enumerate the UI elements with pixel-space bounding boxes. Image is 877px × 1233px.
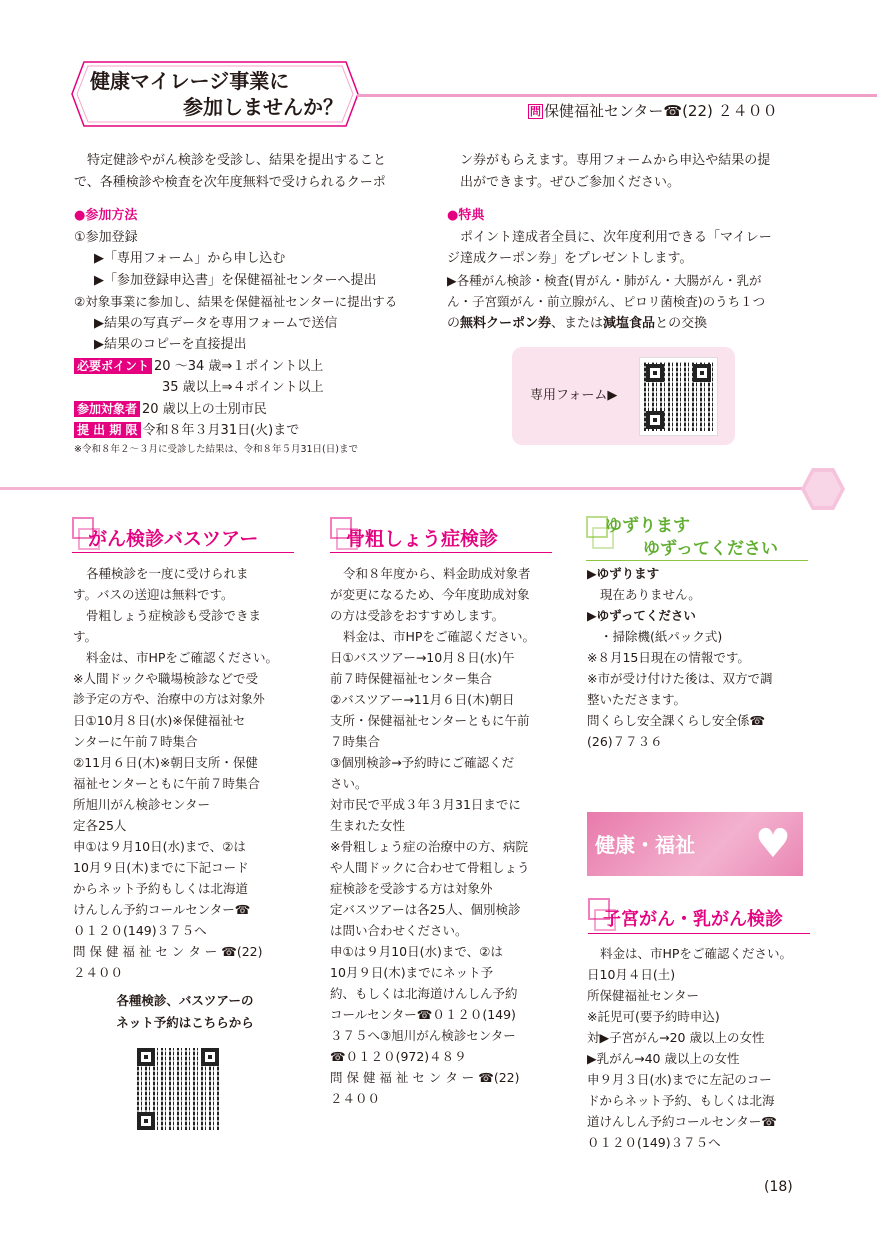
bone-line: 日①バスツアー→10月８日(水)午 — [330, 650, 515, 665]
bus-line: 骨粗しょう症検診も受診できま — [86, 608, 262, 623]
method-block — [74, 205, 434, 458]
method-line: ▶結果の写真データを専用フォームで送信 — [94, 315, 338, 331]
bus-line: 診予定の方や、治療中の方は対象外 — [73, 692, 265, 706]
benefit-line: の無料クーポン券、または減塩食品との交換 — [447, 315, 708, 331]
kenko-title-rule — [588, 933, 810, 934]
bone-line: ２４００ — [330, 1091, 381, 1106]
bus-line: ②11月６日(木)※朝日支所・保健 — [73, 755, 258, 770]
bone-line: さい。 — [330, 776, 368, 791]
kenko-line: 日10月４日(土) — [587, 967, 676, 982]
bone-line: 料金は、市HPをご確認ください。 — [343, 629, 535, 644]
kenko-line: ※託児可(要予約時申込) — [587, 1009, 720, 1024]
bone-line: 令和８年度から、料金助成対象者 — [343, 566, 531, 581]
bone-line: 対市民で平成３年３月31日までに — [330, 797, 521, 812]
kenko-line: 所保健福祉センター — [587, 988, 700, 1003]
bone-line: が変更になるため、今年度助成対象 — [330, 587, 530, 602]
bone-line: 生まれた女性 — [330, 818, 406, 833]
bone-line: の方は受診をおすすめします。 — [330, 608, 505, 623]
bus-line: す。 — [73, 629, 98, 644]
bone-line: 症検診を受診する方は対象外 — [330, 881, 493, 896]
bone-line: 問 保 健 福 祉 セ ン タ ー ☎(22) — [330, 1070, 520, 1085]
bone-line: ☎０１２０(972)４８９ — [330, 1049, 467, 1064]
heart-icon: ♥ — [755, 821, 791, 867]
method-line: ▶「専用フォーム」から申し込む — [94, 251, 286, 266]
bone-line: ③個別検診→予約時にご確認くだ — [330, 755, 515, 770]
deadline-note: ※令和８年２〜３月に受診した結果は、令和８年５月31日(日)まで — [74, 443, 358, 455]
points-1: 20 〜34 歳⇒１ポイント以上 — [154, 358, 324, 374]
yuzuri-line: (26)７７３６ — [587, 734, 663, 749]
benefit-heading: ●特典 — [447, 208, 485, 223]
bone-line: 定バスツアーは各25人、個別検診 — [330, 902, 521, 917]
target-row — [74, 399, 434, 421]
yuzuri-line: 整いたださます。 — [587, 692, 687, 707]
top-rule — [357, 94, 877, 97]
intro-right — [460, 150, 810, 194]
intro-line: で、各種検診や検査を次年度無料で受けられるクーポ — [74, 175, 386, 190]
kenko-banner-label: 健康・福祉 — [595, 833, 695, 857]
bus-qr-code[interactable] — [137, 1048, 219, 1130]
yuzuri-title-rule — [586, 560, 808, 561]
bus-line: 10月９日(木)までに下記コード — [73, 860, 249, 875]
method-line: ①参加登録 — [74, 229, 138, 245]
deadline-value: 令和８年３月31日(火)まで — [142, 423, 300, 438]
bus-line: 所旭川がん検診センター — [73, 797, 211, 812]
target-value: 20 歳以上の士別市民 — [142, 401, 267, 417]
deadline-label: 提 出 期 限 — [74, 422, 141, 438]
method-line: ②対象事業に参加し、結果を保健福祉センターに提出する — [74, 294, 398, 309]
bus-title: がん検診バスツアー — [88, 528, 259, 550]
points-label: 必要ポイント — [74, 358, 152, 374]
intro-left — [74, 150, 434, 194]
benefit-line: ポイント達成者全員に、次年度利用できる「マイレー — [460, 229, 772, 245]
bus-line: 定各25人 — [73, 818, 127, 833]
form-qr-code[interactable] — [640, 358, 717, 435]
bus-qr-caption-line: ネット予約はこちらから — [116, 1015, 254, 1030]
bus-body — [73, 563, 298, 983]
bone-line: ７時集合 — [330, 734, 381, 749]
kenko-line: ０１２０(149)３７５へ — [587, 1135, 721, 1150]
yuzuri-body — [587, 563, 812, 752]
page-number: (18) — [764, 1179, 793, 1195]
bone-line: 約、もしくは北海道けんしん予約 — [330, 986, 518, 1001]
hexagon-icon — [800, 466, 846, 512]
bone-line: 前７時保健福祉センター集合 — [330, 671, 493, 686]
points-row — [74, 356, 434, 378]
contact-text: 保健福祉センター☎(22) ２４００ — [544, 102, 778, 120]
intro-line: 出ができます。ぜひご参加ください。 — [460, 175, 680, 190]
method-heading: ●参加方法 — [74, 208, 138, 223]
yuzuri-line: 現在ありません。 — [600, 587, 701, 602]
bus-line: 料金は、市HPをご確認ください。 — [86, 650, 278, 665]
yuzuri-title-2: ゆずってください — [643, 539, 778, 559]
section-divider — [0, 487, 810, 490]
method-line: ▶「参加登録申込書」を保健福祉センターへ提出 — [94, 272, 377, 288]
page-title: 健康マイレージ事業に — [90, 69, 290, 93]
bone-line: ②バスツアー→11月６日(木)朝日 — [330, 692, 515, 707]
bus-qr-caption — [80, 990, 290, 1034]
points-2: 35 歳以上⇒４ポイント以上 — [162, 380, 324, 395]
bus-line: ※人間ドックや職場検診などで受 — [73, 671, 258, 686]
yuzuri-line: ▶ゆずります — [587, 566, 660, 581]
kenko-line: 申９月３日(水)までに左記のコー — [587, 1072, 772, 1087]
benefit-line: ▶各種がん検診・検査(胃がん・肺がん・大腸がん・乳が — [447, 272, 762, 288]
yuzuri-line: 問くらし安全課くらし安全係☎ — [587, 713, 766, 728]
bus-line: 日①10月８日(水)※保健福祉セ — [73, 713, 246, 728]
bus-title-rule — [72, 552, 294, 553]
bus-line: からネット予約もしくは北海道 — [73, 881, 249, 896]
contact-line — [528, 101, 778, 121]
bone-line: や人間ドックに合わせて骨粗しょう — [330, 860, 530, 875]
bone-line: 申①は９月10日(水)まで、②は — [330, 944, 503, 959]
kenko-body — [587, 943, 812, 1153]
yuzuri-line: ▶ゆずってください — [587, 608, 696, 623]
bone-title: 骨粗しょう症検診 — [346, 528, 499, 550]
bus-line: 問 保 健 福 祉 セ ン タ ー ☎(22) — [73, 944, 263, 959]
bone-line: は問い合わせください。 — [330, 923, 468, 938]
bus-line: ０１２０(149)３７５へ — [73, 923, 207, 938]
bus-line: 福祉センターともに午前７時集合 — [73, 776, 261, 791]
bone-line: コールセンター☎０１２０(149) — [330, 1007, 516, 1022]
bone-line: 10月９日(木)までにネット予 — [330, 965, 494, 980]
page-subtitle: 参加しませんか？ — [183, 95, 343, 119]
bus-line: 各種検診を一度に受けられま — [86, 566, 249, 581]
bus-line: ２４００ — [73, 965, 124, 980]
bus-line: す。バスの送迎は無料です。 — [73, 587, 234, 602]
method-line: ▶結果のコピーを直接提出 — [94, 337, 247, 352]
bus-line: けんしん予約コールセンター☎ — [73, 902, 251, 917]
deadline-row — [74, 420, 434, 442]
intro-line: ン券がもらえます。専用フォームから申込や結果の提 — [460, 153, 771, 168]
kenko-line: 料金は、市HPをご確認ください。 — [600, 946, 792, 961]
kenko-line: 対▶子宮がん→20 歳以上の女性 — [587, 1030, 765, 1045]
kenko-line: 道けんしん予約コールセンター☎ — [587, 1114, 777, 1129]
kenko-line: ドからネット予約、もしくは北海 — [587, 1093, 775, 1108]
yuzuri-line: ※８月15日現在の情報です。 — [587, 650, 750, 665]
target-label: 参加対象者 — [74, 401, 140, 417]
bone-title-rule — [330, 552, 552, 553]
contact-icon: 問 — [530, 105, 541, 118]
bus-line: 申①は９月10日(水)まで、②は — [73, 839, 246, 854]
yuzuri-line: ※市が受け付けた後は、双方で調 — [587, 671, 773, 686]
kenko-title: 子宮がん・乳がん検診 — [603, 909, 783, 930]
kenko-line: ▶乳がん→40 歳以上の女性 — [587, 1051, 740, 1066]
bus-line: ンターに午前７時集合 — [73, 734, 198, 749]
yuzuri-line: ・掃除機(紙パック式) — [600, 629, 723, 644]
benefit-line: ジ達成クーポン券」をプレゼントします。 — [447, 251, 693, 266]
bone-line: ※骨粗しょう症の治療中の方、病院 — [330, 839, 528, 854]
bus-qr-caption-line: 各種検診、バスツアーの — [116, 993, 254, 1008]
intro-line: 特定健診やがん検診を受診し、結果を提出すること — [87, 153, 387, 168]
bone-line: 支所・保健福祉センターともに午前 — [330, 713, 530, 728]
form-label[interactable]: 専用フォーム▶ — [530, 388, 618, 403]
bone-line: ３７５へ③旭川がん検診センター — [330, 1028, 516, 1043]
benefit-line: ん・子宮頸がん・前立腺がん、ピロリ菌検査)のうち１つ — [447, 294, 766, 309]
bone-body — [330, 563, 555, 1109]
yuzuri-title-1: ゆずります — [605, 516, 690, 536]
benefit-block — [447, 205, 827, 334]
